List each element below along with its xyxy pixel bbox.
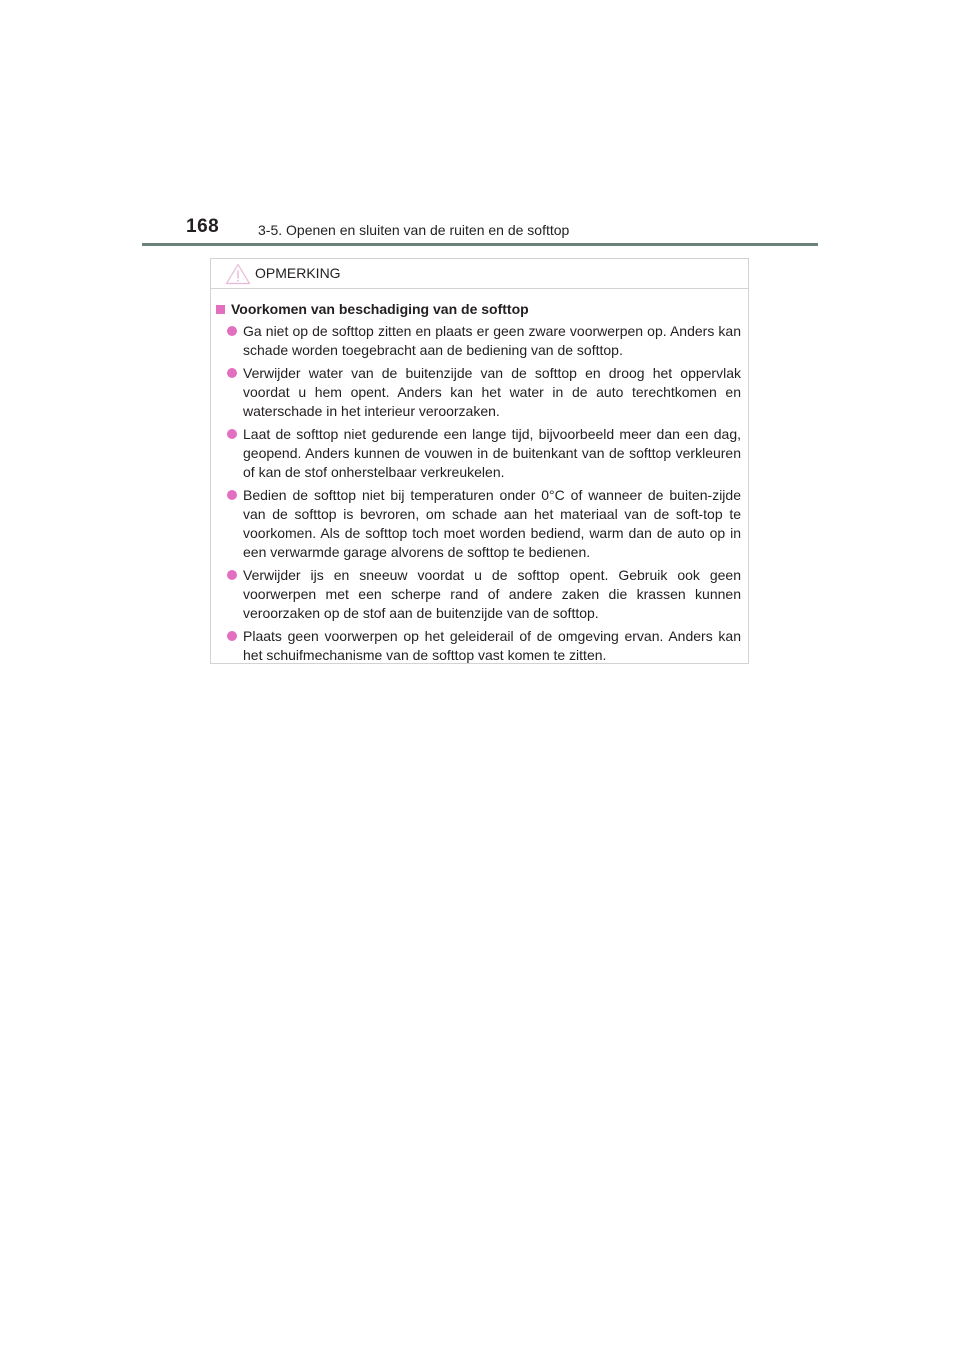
warning-triangle-icon (225, 263, 251, 285)
list-item-text: Ga niet op de softtop zitten en plaats er geen zware voorwerpen op. Anders kan schade worden toegebracht aan de bediening van de softtop. (243, 323, 741, 358)
page-number: 168 (186, 216, 220, 237)
section-title: 3-5. Openen en sluiten van de ruiten en de softtop (258, 222, 570, 238)
notice-header (211, 259, 748, 289)
notice-label: OPMERKING (255, 265, 341, 281)
subheading-text: Voorkomen van beschadiging van de softtop (231, 301, 529, 317)
bullet-dot-icon (227, 570, 237, 580)
list-item (215, 627, 741, 665)
list-item-text: Bedien de softtop niet bij temperaturen onder 0°C of wanneer de buiten-zijde van de softtop is bevroren, om schade aan het materiaal van de soft-top te voorkomen. Als de softtop toch moet worden bediend, warm dan de auto op in een verwarmde garage alvorens de softtop te bedienen. (243, 487, 741, 560)
bullet-dot-icon (227, 368, 237, 378)
bullet-dot-icon (227, 326, 237, 336)
notice-box (210, 258, 749, 664)
bullet-list (215, 322, 741, 665)
list-item (215, 364, 741, 421)
bullet-dot-icon (227, 490, 237, 500)
list-item-text: Verwijder water van de buitenzijde van de softtop en droog het oppervlak voordat u hem opent. Anders kan het water in de auto terechtkomen en waterschade in het interieur veroorzaken. (243, 365, 741, 419)
square-bullet-icon (216, 305, 225, 314)
subheading (215, 300, 741, 319)
header-rule (142, 243, 818, 246)
list-item (215, 322, 741, 360)
list-item-text: Verwijder ijs en sneeuw voordat u de softtop opent. Gebruik ook geen voorwerpen met een scherpe rand of andere zaken die krassen kunnen veroorzaken op de stof aan de buitenzijde van de softtop. (243, 567, 741, 621)
bullet-dot-icon (227, 429, 237, 439)
bullet-dot-icon (227, 631, 237, 641)
list-item (215, 486, 741, 562)
list-item-text: Laat de softtop niet gedurende een lange tijd, bijvoorbeeld meer dan een dag, geopend. Anders kunnen de vouwen in de buitenkant van de softtop verkleuren of kan de stof onherstelbaar verkreukelen. (243, 426, 741, 480)
notice-body (211, 289, 748, 665)
list-item-text: Plaats geen voorwerpen op het geleiderail of de omgeving ervan. Anders kan het schuifmechanisme van de softtop vast komen te zitten. (243, 628, 741, 663)
list-item (215, 425, 741, 482)
list-item (215, 566, 741, 623)
